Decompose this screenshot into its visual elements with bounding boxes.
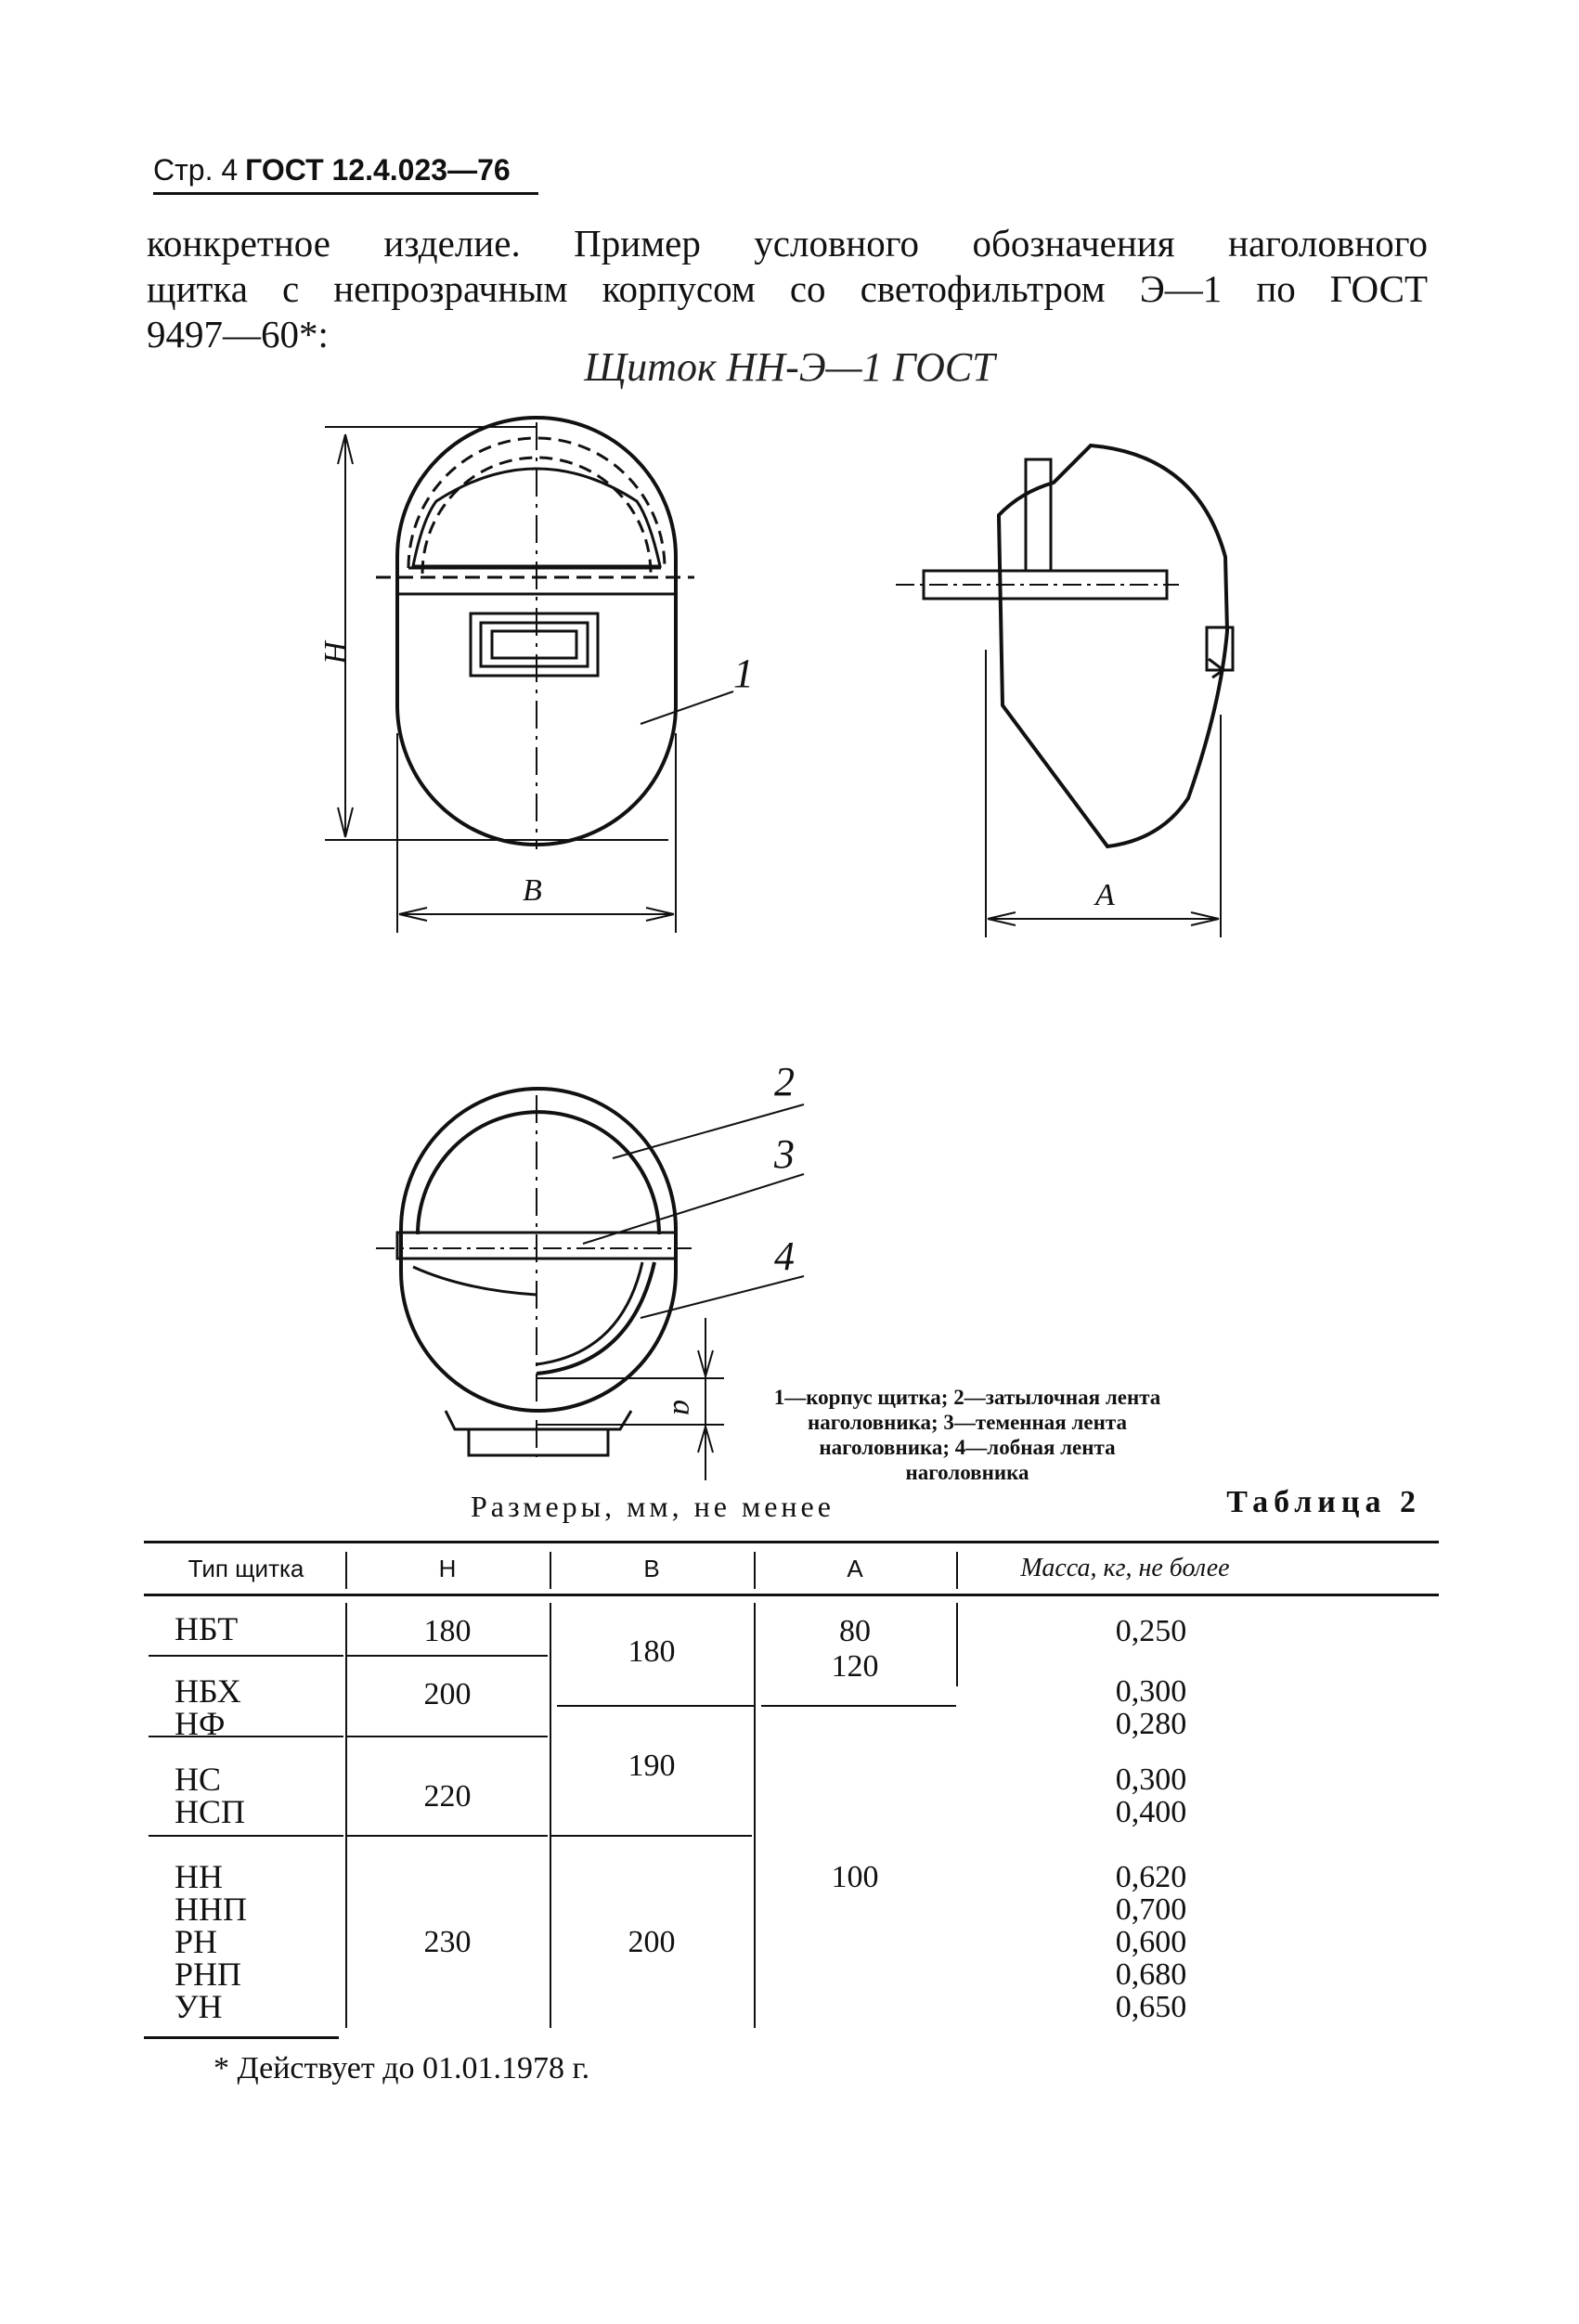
dim-small-a-label: a bbox=[667, 1400, 701, 1415]
type-cell: ННП bbox=[175, 1891, 247, 1928]
header-mass: Масса, кг, не более bbox=[1020, 1554, 1230, 1582]
a-cell: 120 bbox=[831, 1649, 879, 1684]
header-b: B bbox=[643, 1555, 660, 1582]
mass-cell: 0,300 bbox=[1115, 1674, 1187, 1709]
mass-cell: 0,280 bbox=[1115, 1707, 1187, 1741]
mass-cell: 0,700 bbox=[1115, 1892, 1187, 1927]
row-sep bbox=[761, 1705, 956, 1707]
table-caption: Размеры, мм, не менее bbox=[471, 1490, 835, 1523]
top-outline bbox=[401, 1089, 676, 1411]
front-view bbox=[325, 418, 733, 933]
type-cell: НБХ bbox=[175, 1672, 241, 1710]
mass-cell: 0,600 bbox=[1115, 1925, 1187, 1959]
footnote: * Действует до 01.01.1978 г. bbox=[214, 2051, 590, 2085]
intro-line-3: 9497—60*: bbox=[147, 313, 329, 355]
legend-item-1: 1—корпус щитка; bbox=[773, 1386, 949, 1409]
a-cell: 100 bbox=[831, 1860, 879, 1894]
mass-cell: 0,400 bbox=[1115, 1795, 1187, 1829]
dim-h-label: H bbox=[317, 640, 352, 664]
row-sep bbox=[347, 1736, 548, 1737]
type-cell: НС bbox=[175, 1761, 222, 1798]
dim-b-label: B bbox=[523, 873, 542, 908]
side-outline bbox=[999, 445, 1227, 846]
a-cell: 80 bbox=[839, 1614, 871, 1648]
type-cell: НН bbox=[175, 1858, 223, 1895]
body-col-rule bbox=[956, 1603, 958, 1686]
table-rule-head bbox=[144, 1594, 1439, 1596]
callout-4: 4 bbox=[774, 1233, 795, 1279]
b-cell: 190 bbox=[628, 1749, 676, 1783]
legend-item-3: 3—теменная лента наголовника; bbox=[819, 1411, 1127, 1459]
row-sep bbox=[551, 1835, 752, 1837]
side-hinge bbox=[1207, 627, 1233, 670]
type-cell: РНП bbox=[175, 1956, 242, 1993]
header-h: H bbox=[438, 1555, 457, 1582]
intro-line-1: конкретное изделие. Пример условного обозначения наголовного bbox=[147, 222, 1428, 265]
h-cell: 230 bbox=[423, 1925, 472, 1959]
window-mid bbox=[481, 623, 588, 666]
mass-cell: 0,680 bbox=[1115, 1957, 1187, 1992]
type-cell: УН bbox=[175, 1988, 223, 2025]
mass-cell: 0,300 bbox=[1115, 1762, 1187, 1797]
intro-line-2: щитка с непрозрачным корпусом со светофильтром Э—1 по ГОСТ bbox=[147, 267, 1428, 310]
type-cell: РН bbox=[175, 1923, 218, 1960]
mass-cell: 0,620 bbox=[1115, 1860, 1187, 1894]
body-col-rule bbox=[345, 1603, 347, 2028]
callout-1: 1 bbox=[733, 651, 754, 696]
top-view bbox=[376, 1089, 804, 1480]
header-a: A bbox=[847, 1555, 863, 1582]
legend-item-2: 2—затылочная лента наголовника; bbox=[808, 1386, 1161, 1434]
row-sep bbox=[347, 1835, 548, 1837]
row-sep bbox=[557, 1705, 754, 1707]
table-rule-bottom bbox=[144, 2036, 339, 2039]
row-sep bbox=[149, 1655, 343, 1657]
h-cell: 180 bbox=[423, 1614, 472, 1648]
row-sep bbox=[347, 1655, 548, 1657]
callout-3: 3 bbox=[774, 1131, 795, 1177]
side-strap-vertical bbox=[1026, 459, 1051, 571]
top-occipital-band bbox=[418, 1112, 659, 1234]
mass-cell: 0,650 bbox=[1115, 1990, 1187, 2024]
side-view bbox=[896, 445, 1233, 937]
header-type: Тип щитка bbox=[188, 1555, 304, 1582]
gost-number: ГОСТ 12.4.023—76 bbox=[245, 153, 511, 187]
page-label: Стр. 4 bbox=[153, 153, 239, 187]
top-base bbox=[446, 1411, 631, 1429]
legend bbox=[763, 1385, 1171, 1485]
example-designation: Щиток НН-Э—1 ГОСТ bbox=[584, 344, 995, 390]
type-cell: НФ bbox=[175, 1705, 226, 1742]
h-cell: 200 bbox=[423, 1677, 472, 1711]
table-rule-top bbox=[144, 1541, 1439, 1543]
b-cell: 180 bbox=[628, 1634, 676, 1669]
table-number: Таблица 2 bbox=[1226, 1485, 1421, 1519]
dim-a-label: A bbox=[1095, 878, 1115, 912]
callout-2: 2 bbox=[774, 1059, 795, 1104]
legend-item-4: 4—лобная лента наголовника bbox=[905, 1436, 1116, 1484]
window-inner bbox=[492, 631, 576, 658]
top-lower-arc bbox=[413, 1267, 537, 1295]
type-cell: НБТ bbox=[175, 1610, 239, 1647]
h-cell: 220 bbox=[423, 1779, 472, 1814]
type-cell: НСП bbox=[175, 1793, 246, 1830]
b-cell: 200 bbox=[628, 1925, 676, 1959]
mass-cell: 0,250 bbox=[1115, 1614, 1187, 1648]
row-sep bbox=[149, 1835, 343, 1837]
